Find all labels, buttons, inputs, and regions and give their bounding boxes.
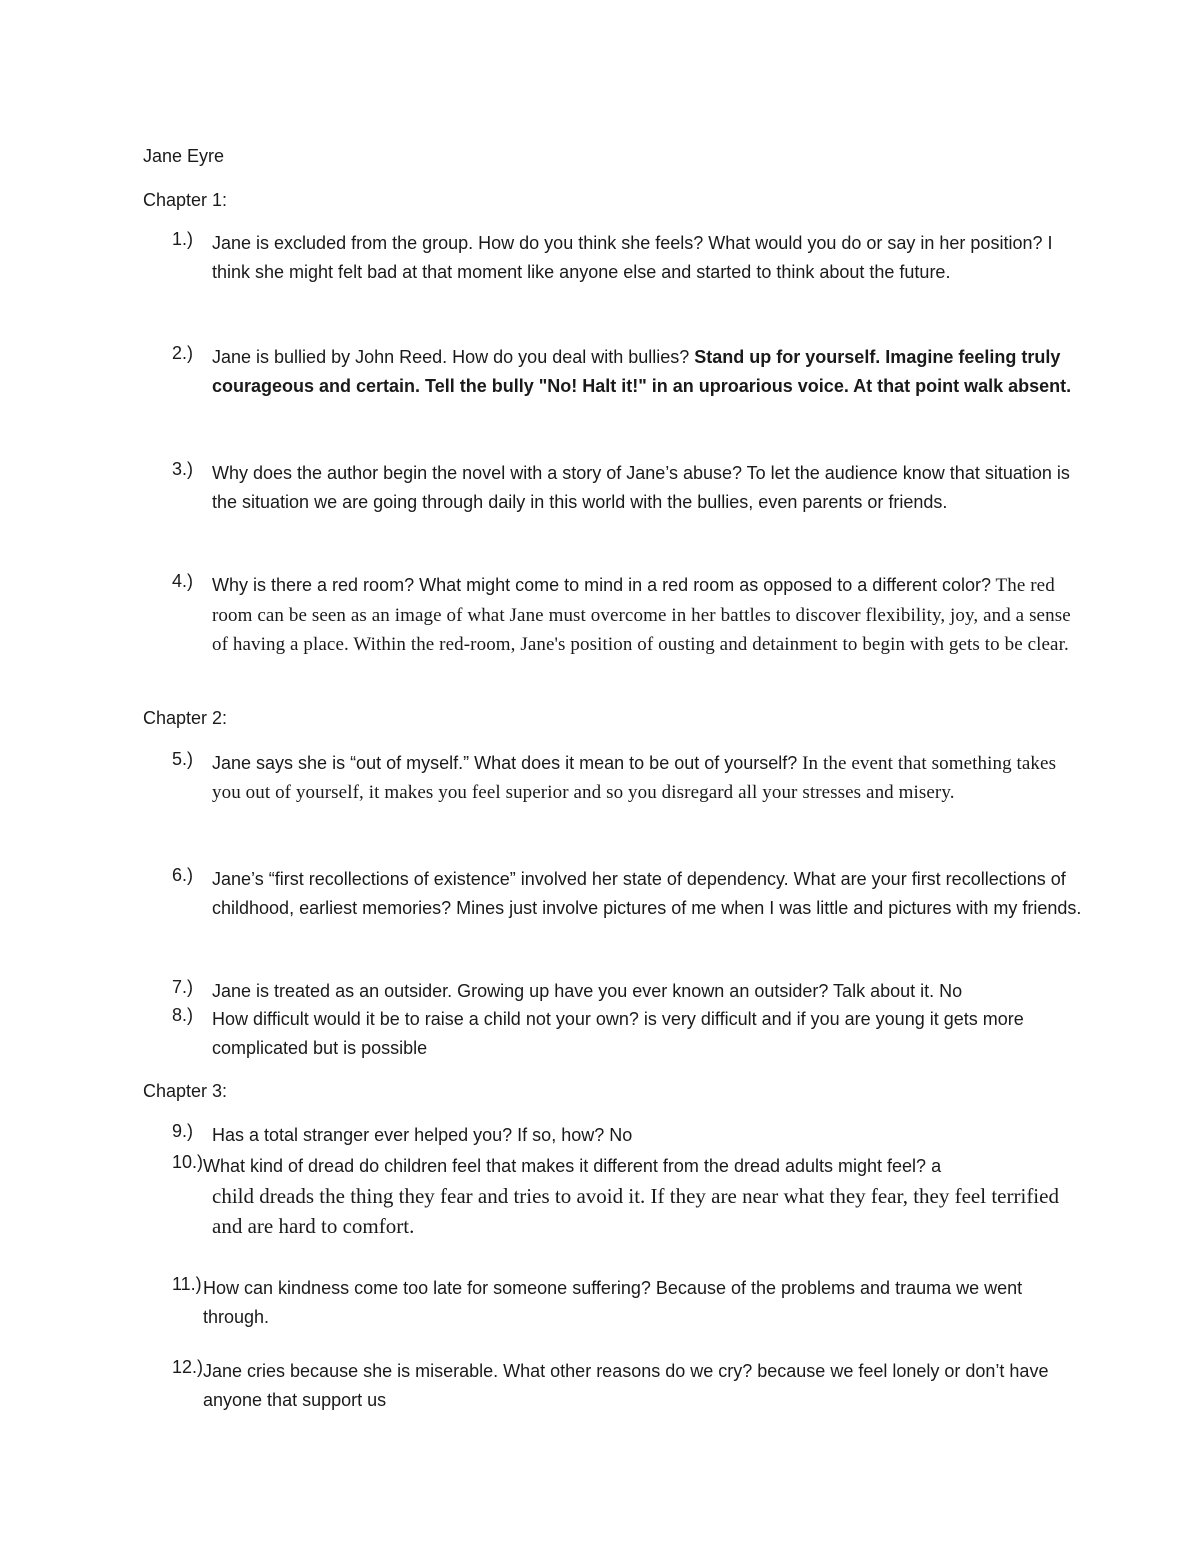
item-number: 5.): [172, 749, 194, 769]
item-text: Jane is treated as an outsider. Growing up have you ever known an outsider? Talk about it. No: [212, 981, 963, 1001]
item-answer: In the event that something takes you out of yourself, it makes you feel superior and so you disregard all your stresses and misery.: [212, 753, 1057, 803]
chapter-1-heading: Chapter 1:: [143, 190, 228, 210]
item-number: 4.): [172, 571, 194, 591]
item-number: 1.): [172, 229, 194, 249]
item-answer: The red room can be seen as an image of what Jane must overcome in her battles to discover flexibility, joy, and a sense of having a place. Within the red-room, Jane's position of ousting and detainment to begin with gets to be clear.: [212, 575, 1071, 655]
item-number: 8.): [172, 1005, 194, 1025]
item-number: 10.): [172, 1152, 204, 1172]
item-number: 3.): [172, 459, 194, 479]
item-question: Jane is bullied by John Reed. How do you deal with bullies?: [212, 347, 690, 367]
list-item-5: [143, 749, 1078, 807]
list-item-10: [143, 1152, 1078, 1241]
item-number: 6.): [172, 865, 194, 885]
item-text: [212, 343, 1082, 401]
item-text: Jane is excluded from the group. How do you think she feels? What would you do or say in her position? I think she might felt bad at that moment like anyone else and started to think about the future.: [212, 233, 1053, 282]
list-item-8: [143, 1005, 1078, 1062]
item-number: 11.): [172, 1274, 202, 1294]
item-text: [212, 571, 1082, 660]
item-text: Jane cries because she is miserable. What other reasons do we cry? because we feel lonely or don’t have anyone that support us: [203, 1361, 1049, 1410]
item-question: What kind of dread do children feel that makes it different from the dread adults might feel? a: [203, 1156, 942, 1176]
item-number: 12.): [172, 1357, 204, 1377]
item-number: 7.): [172, 977, 194, 997]
item-question: Jane says she is “out of myself.” What does it mean to be out of yourself?: [212, 753, 798, 773]
chapter-3-heading: Chapter 3:: [143, 1081, 228, 1101]
item-question: Why is there a red room? What might come to mind in a red room as opposed to a different color?: [212, 575, 992, 595]
item-text: Has a total stranger ever helped you? If so, how? No: [212, 1125, 633, 1145]
list-item-4: [143, 571, 1078, 660]
item-text: How difficult would it be to raise a child not your own? is very difficult and if you are young it gets more complicated but is possible: [212, 1009, 1024, 1058]
list-item-11: [143, 1274, 1078, 1331]
list-item-12: [143, 1357, 1078, 1414]
chapter-2-heading: Chapter 2:: [143, 708, 228, 728]
item-answer: child dreads the thing they fear and tries to avoid it. If they are near what they fear, they feel terrified and are hard to comfort.: [212, 1183, 1059, 1238]
item-number: 2.): [172, 343, 194, 363]
list-item-7: [143, 977, 1078, 1006]
item-answer: Stand up for yourself. Imagine feeling truly courageous and certain. Tell the bully "No! Halt it!" in an uproarious voice. At that point walk absent.: [212, 347, 1072, 396]
list-item-3: [143, 459, 1078, 516]
item-text: How can kindness come too late for someone suffering? Because of the problems and trauma we went through.: [203, 1278, 1023, 1327]
item-text: Jane’s “first recollections of existence” involved her state of dependency. What are your first recollections of childhood, earliest memories? Mines just involve pictures of me when I was little and pictures with my friends.: [212, 869, 1082, 918]
document-title: Jane Eyre: [143, 146, 225, 166]
item-number: 9.): [172, 1121, 194, 1141]
item-text: [212, 749, 1082, 807]
list-item-1: [143, 229, 1078, 286]
list-item-2: [143, 343, 1078, 401]
list-item-9: [143, 1121, 1078, 1150]
list-item-6: [143, 865, 1082, 922]
item-text: Why does the author begin the novel with a story of Jane’s abuse? To let the audience know that situation is the situation we are going through daily in this world with the bullies, even parents or friends.: [212, 463, 1070, 512]
